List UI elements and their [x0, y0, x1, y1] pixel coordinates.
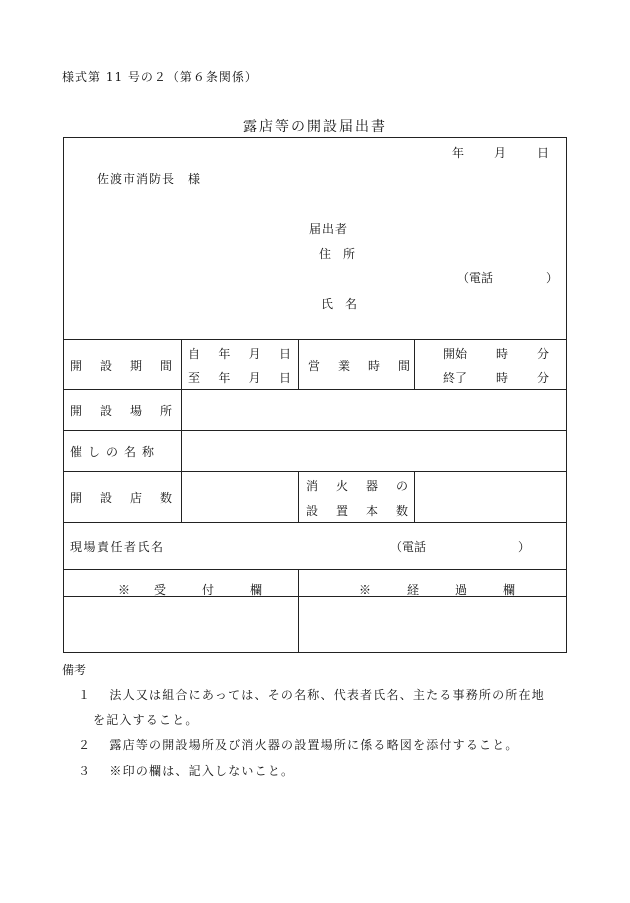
col-divider: [181, 339, 182, 522]
note-item-continuation: を記入すること。: [93, 713, 199, 727]
note-item: ３ ※印の欄は、記入しないこと。: [78, 764, 295, 778]
notes-heading: 備考: [62, 663, 87, 677]
period-label: 開 設 期 間: [70, 359, 176, 373]
date-month-label: 月: [494, 146, 507, 160]
applicant-phone-open: （電話: [457, 271, 494, 285]
manager-phone-open: （電話: [390, 540, 427, 554]
row-divider: [64, 389, 566, 390]
col-divider: [298, 339, 299, 389]
hours-end-hour: 時: [496, 371, 509, 385]
col-divider: [414, 471, 415, 522]
row-divider: [64, 339, 566, 340]
period-from-month: 月: [248, 347, 261, 361]
col-divider: [298, 569, 299, 653]
note-item: ２ 露店等の開設場所及び消火器の設置場所に係る略図を添付すること。: [78, 738, 519, 752]
period-to-row: [188, 369, 291, 386]
location-label: 開 設 場 所: [70, 404, 176, 418]
applicant-name-label: 氏 名: [321, 297, 358, 311]
row-divider: [64, 569, 566, 570]
row-divider: [64, 522, 566, 523]
applicant-address-label: 住 所: [319, 247, 356, 261]
store-count-label: 開 設 店 数: [70, 491, 176, 505]
manager-phone-close: ）: [518, 540, 531, 554]
extinguisher-label-line2: 設 置 本 数: [306, 504, 412, 518]
event-name-label: 催しの名称: [70, 445, 161, 459]
period-from-row: [188, 345, 291, 362]
extinguisher-label-line1: 消 火 器 の: [306, 479, 412, 493]
period-from-day: 日: [278, 347, 291, 361]
period-to-year: 年: [218, 371, 231, 385]
hours-start-minute: 分: [537, 347, 550, 361]
period-from-prefix: 自: [188, 347, 201, 361]
col-divider: [298, 471, 299, 522]
applicant-label: 届出者: [309, 222, 349, 236]
period-from-year: 年: [218, 347, 231, 361]
reception-column-header: ※ 受 付 欄: [118, 583, 263, 597]
row-divider: [64, 430, 566, 431]
hours-end-minute: 分: [537, 371, 550, 385]
note-item: １ 法人又は組合にあっては、その名称、代表者氏名、主たる事務所の所在地: [78, 688, 545, 702]
form-table: [63, 137, 567, 653]
date-year-label: 年: [452, 146, 465, 160]
hours-start-prefix: 開始: [443, 347, 468, 361]
col-divider: [414, 339, 415, 389]
period-to-prefix: 至: [188, 371, 201, 385]
form-title: 露店等の開設届出書: [243, 119, 387, 135]
business-hours-label: 営 業 時 間: [308, 359, 414, 373]
manager-label: 現場責任者氏名: [70, 540, 165, 554]
hours-end-prefix: 終了: [443, 371, 468, 385]
form-number: 様式第 11 号の２（第６条関係）: [62, 70, 258, 84]
addressee: 佐渡市消防長 様: [97, 172, 202, 186]
progress-column-header: ※ 経 過 欄: [359, 583, 516, 597]
period-to-day: 日: [278, 371, 291, 385]
date-day-label: 日: [537, 146, 550, 160]
applicant-phone-close: ）: [546, 271, 559, 285]
row-divider: [64, 471, 566, 472]
period-to-month: 月: [248, 371, 261, 385]
hours-start-hour: 時: [496, 347, 509, 361]
